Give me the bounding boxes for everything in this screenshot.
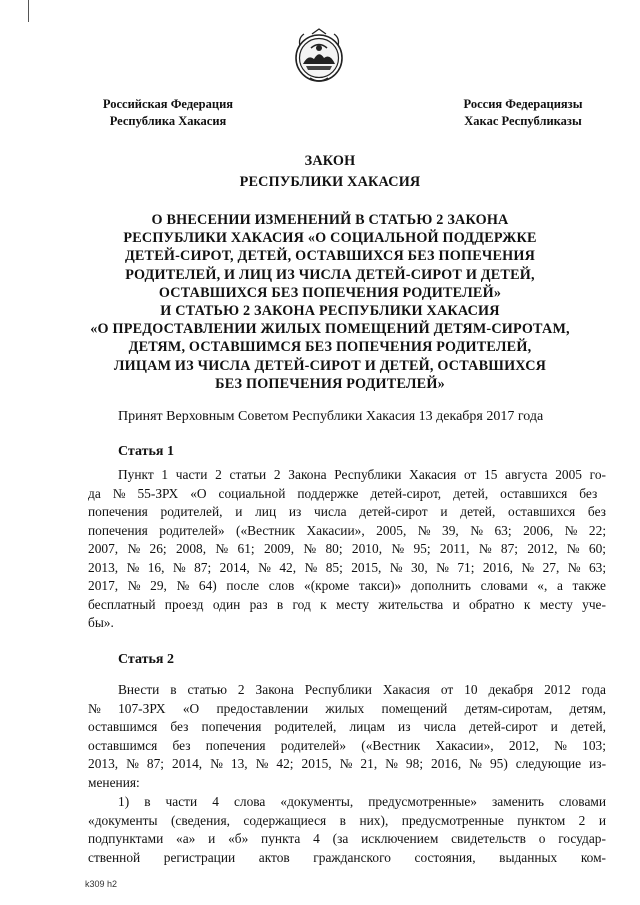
article-2-text	[88, 681, 606, 792]
header-left-line1: Российская Федерация	[102, 97, 234, 111]
article-1-text	[88, 466, 606, 633]
law-title-line: РЕСПУБЛИКИ ХАКАСИЯ «О СОЦИАЛЬНОЙ ПОДДЕРЖКЕ	[123, 230, 537, 247]
article-2-heading: Статья 2	[118, 652, 174, 667]
law-title-line: ДЕТЕЙ-СИРОТ, ДЕТЕЙ, ОСТАВШИХСЯ БЕЗ ПОПЕЧЕНИЯ	[124, 248, 536, 265]
header-right-line1: Россия Федерациязы	[463, 97, 583, 111]
text-line: оставшимся без попечения родителей, лицам из числа детей-сирот и детей,	[88, 719, 606, 734]
text-line: оставшимся без попечения родителей» («Вестник Хакасии», 2012, № 103;	[88, 737, 606, 753]
text-line: 2013, № 87; 2014, № 13, № 42; 2015, № 21, № 98; 2016, № 95) следующие из-	[88, 756, 607, 771]
law-title-line: ОСТАВШИХСЯ БЕЗ ПОПЕЧЕНИЯ РОДИТЕЛЕЙ»	[158, 284, 502, 301]
law-republic: РЕСПУБЛИКИ ХАКАСИЯ	[239, 174, 421, 190]
text-line: бы».	[88, 615, 114, 630]
coat-of-arms-emblem	[294, 28, 344, 86]
header-left	[88, 96, 248, 130]
header-left-line2: Республика Хакасия	[109, 114, 227, 128]
text-line: да № 55-ЗРХ «О социальной поддержке детей-сирот, детей, оставшихся без	[88, 485, 598, 501]
law-title-line: РОДИТЕЛЕЙ, И ЛИЦ ИЗ ЧИСЛА ДЕТЕЙ-СИРОТ И ДЕТЕЙ,	[125, 266, 535, 283]
header-right-line2: Хакас Республиказы	[464, 114, 582, 128]
text-line: менения:	[88, 774, 140, 790]
law-title-line: ЛИЦАМ ИЗ ЧИСЛА ДЕТЕЙ-СИРОТ И ДЕТЕЙ, ОСТАВШИХСЯ	[113, 357, 547, 374]
text-line: попечения родителей» («Вестник Хакасии», 2005, № 39, № 63; 2006, № 22;	[88, 522, 607, 538]
law-title-line: И СТАТЬЮ 2 ЗАКОНА РЕСПУБЛИКИ ХАКАСИЯ	[160, 303, 500, 320]
text-line: № 107-ЗРХ «О предоставлении жилых помещений детям-сиротам, детям,	[88, 700, 606, 716]
text-line: 2007, № 26; 2008, № 61; 2009, № 80; 2010, № 95; 2011, № 87; 2012, № 60;	[88, 541, 606, 556]
text-line: попечения родителей, и лиц из числа детей-сирот и детей, оставшихся без	[88, 504, 606, 519]
adoption-note: Принят Верховным Советом Республики Хакасия 13 декабря 2017 года	[118, 409, 544, 424]
text-line: 2017, № 29, № 64) после слов «(кроме такси)» дополнить словами «, а также	[88, 578, 606, 593]
text-line: 1) в части 4 слова «документы, предусмотренные» заменить словами	[118, 794, 607, 809]
text-line: 2013, № 16, № 87; 2014, № 42, № 85; 2015, № 30, № 71; 2016, № 27, № 63;	[88, 559, 607, 575]
text-line: Внести в статью 2 Закона Республики Хакасия от 10 декабря 2012 года	[118, 682, 606, 697]
law-title-line: «О ПРЕДОСТАВЛЕНИИ ЖИЛЫХ ПОМЕЩЕНИЙ ДЕТЯМ-СИРОТАМ,	[90, 321, 570, 338]
article-2-item-1	[88, 793, 606, 867]
text-line: ственной регистрации актов гражданского состояния, выданных ком-	[88, 849, 607, 865]
article-1-heading: Статья 1	[118, 444, 174, 459]
text-line: бесплатный проезд один раз в год к месту жительства и обратно к месту уче-	[88, 596, 606, 612]
law-title-line: ДЕТЯМ, ОСТАВШИМСЯ БЕЗ ПОПЕЧЕНИЯ РОДИТЕЛЕЙ,	[128, 339, 532, 356]
law-word: ЗАКОН	[304, 153, 356, 169]
header-right	[438, 96, 608, 130]
text-line: Пункт 1 части 2 статьи 2 Закона Республики Хакасия от 15 августа 2005 го-	[118, 467, 606, 482]
text-line: подпунктами «а» и «б» пункта 4 (за исключением свидетельств о государ-	[88, 831, 606, 846]
law-title-line: О ВНЕСЕНИИ ИЗМЕНЕНИЙ В СТАТЬЮ 2 ЗАКОНА	[151, 212, 509, 228]
footer-code: k309 h2	[85, 879, 118, 889]
text-line: «документы (сведения, содержащиеся в них), предусмотренные пунктом 2 и	[88, 812, 607, 828]
margin-rule	[28, 0, 29, 22]
law-title-line: БЕЗ ПОПЕЧЕНИЯ РОДИТЕЛЕЙ»	[215, 375, 445, 392]
law-title	[60, 211, 600, 393]
